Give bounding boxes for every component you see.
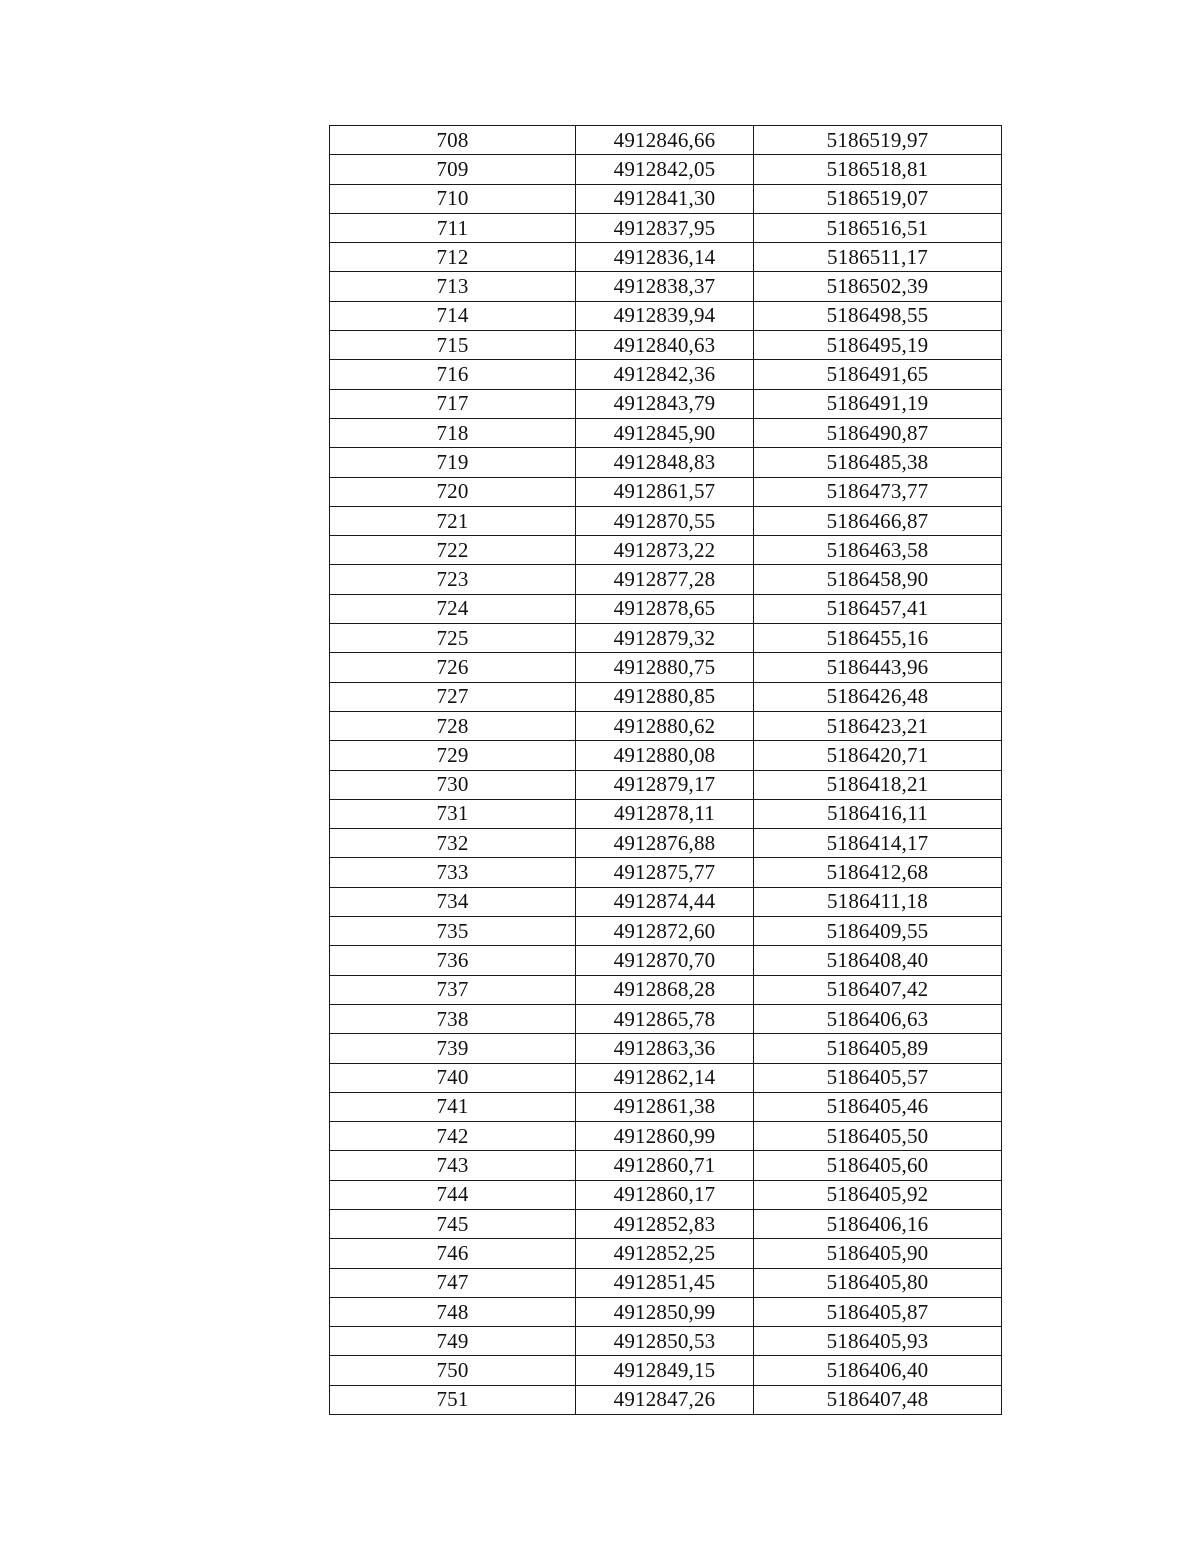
y-coordinate-cell: 5186405,93: [754, 1327, 1002, 1356]
x-coordinate-cell: 4912863,36: [576, 1034, 754, 1063]
x-coordinate-cell: 4912842,05: [576, 155, 754, 184]
point-number-cell: 725: [330, 624, 576, 653]
point-number-cell: 719: [330, 448, 576, 477]
y-coordinate-cell: 5186511,17: [754, 243, 1002, 272]
point-number-cell: 744: [330, 1180, 576, 1209]
y-coordinate-cell: 5186416,11: [754, 799, 1002, 828]
x-coordinate-cell: 4912841,30: [576, 184, 754, 213]
point-number-cell: 746: [330, 1239, 576, 1268]
y-coordinate-cell: 5186409,55: [754, 917, 1002, 946]
point-number-cell: 730: [330, 770, 576, 799]
y-coordinate-cell: 5186418,21: [754, 770, 1002, 799]
x-coordinate-cell: 4912840,63: [576, 331, 754, 360]
table-row: [330, 975, 1002, 1004]
point-number-cell: 712: [330, 243, 576, 272]
point-number-cell: 722: [330, 536, 576, 565]
y-coordinate-cell: 5186502,39: [754, 272, 1002, 301]
table-row: [330, 1180, 1002, 1209]
coordinates-table: [329, 125, 1002, 1415]
point-number-cell: 724: [330, 594, 576, 623]
table-row: [330, 1063, 1002, 1092]
point-number-cell: 748: [330, 1297, 576, 1326]
table-row: [330, 448, 1002, 477]
y-coordinate-cell: 5186405,90: [754, 1239, 1002, 1268]
point-number-cell: 750: [330, 1356, 576, 1385]
x-coordinate-cell: 4912851,45: [576, 1268, 754, 1297]
table-row: [330, 477, 1002, 506]
x-coordinate-cell: 4912865,78: [576, 1004, 754, 1033]
x-coordinate-cell: 4912874,44: [576, 887, 754, 916]
table-row: [330, 799, 1002, 828]
table-row: [330, 331, 1002, 360]
x-coordinate-cell: 4912845,90: [576, 418, 754, 447]
y-coordinate-cell: 5186518,81: [754, 155, 1002, 184]
point-number-cell: 739: [330, 1034, 576, 1063]
table-row: [330, 1239, 1002, 1268]
point-number-cell: 715: [330, 331, 576, 360]
table-row: [330, 1356, 1002, 1385]
point-number-cell: 713: [330, 272, 576, 301]
y-coordinate-cell: 5186406,16: [754, 1209, 1002, 1238]
point-number-cell: 736: [330, 946, 576, 975]
table-row: [330, 1151, 1002, 1180]
x-coordinate-cell: 4912878,65: [576, 594, 754, 623]
x-coordinate-cell: 4912870,70: [576, 946, 754, 975]
point-number-cell: 716: [330, 360, 576, 389]
y-coordinate-cell: 5186516,51: [754, 213, 1002, 242]
y-coordinate-cell: 5186405,87: [754, 1297, 1002, 1326]
y-coordinate-cell: 5186405,57: [754, 1063, 1002, 1092]
x-coordinate-cell: 4912879,17: [576, 770, 754, 799]
point-number-cell: 734: [330, 887, 576, 916]
x-coordinate-cell: 4912837,95: [576, 213, 754, 242]
x-coordinate-cell: 4912876,88: [576, 829, 754, 858]
table-row: [330, 506, 1002, 535]
x-coordinate-cell: 4912880,85: [576, 682, 754, 711]
x-coordinate-cell: 4912836,14: [576, 243, 754, 272]
table-row: [330, 1385, 1002, 1414]
y-coordinate-cell: 5186406,40: [754, 1356, 1002, 1385]
point-number-cell: 740: [330, 1063, 576, 1092]
point-number-cell: 732: [330, 829, 576, 858]
table-row: [330, 829, 1002, 858]
x-coordinate-cell: 4912846,66: [576, 126, 754, 155]
y-coordinate-cell: 5186458,90: [754, 565, 1002, 594]
point-number-cell: 741: [330, 1092, 576, 1121]
x-coordinate-cell: 4912852,83: [576, 1209, 754, 1238]
point-number-cell: 723: [330, 565, 576, 594]
point-number-cell: 717: [330, 389, 576, 418]
table-row: [330, 594, 1002, 623]
y-coordinate-cell: 5186405,80: [754, 1268, 1002, 1297]
point-number-cell: 737: [330, 975, 576, 1004]
y-coordinate-cell: 5186405,46: [754, 1092, 1002, 1121]
y-coordinate-cell: 5186407,42: [754, 975, 1002, 1004]
point-number-cell: 729: [330, 741, 576, 770]
x-coordinate-cell: 4912861,38: [576, 1092, 754, 1121]
table-row: [330, 711, 1002, 740]
x-coordinate-cell: 4912860,71: [576, 1151, 754, 1180]
table-row: [330, 243, 1002, 272]
x-coordinate-cell: 4912852,25: [576, 1239, 754, 1268]
table-row: [330, 155, 1002, 184]
y-coordinate-cell: 5186414,17: [754, 829, 1002, 858]
y-coordinate-cell: 5186519,97: [754, 126, 1002, 155]
y-coordinate-cell: 5186485,38: [754, 448, 1002, 477]
x-coordinate-cell: 4912861,57: [576, 477, 754, 506]
point-number-cell: 751: [330, 1385, 576, 1414]
point-number-cell: 708: [330, 126, 576, 155]
table-row: [330, 1034, 1002, 1063]
y-coordinate-cell: 5186423,21: [754, 711, 1002, 740]
x-coordinate-cell: 4912862,14: [576, 1063, 754, 1092]
x-coordinate-cell: 4912868,28: [576, 975, 754, 1004]
point-number-cell: 747: [330, 1268, 576, 1297]
table-row: [330, 1268, 1002, 1297]
table-row: [330, 565, 1002, 594]
table-row: [330, 1004, 1002, 1033]
x-coordinate-cell: 4912873,22: [576, 536, 754, 565]
table-row: [330, 1327, 1002, 1356]
x-coordinate-cell: 4912880,62: [576, 711, 754, 740]
table-row: [330, 682, 1002, 711]
y-coordinate-cell: 5186405,89: [754, 1034, 1002, 1063]
x-coordinate-cell: 4912878,11: [576, 799, 754, 828]
point-number-cell: 738: [330, 1004, 576, 1033]
table-row: [330, 917, 1002, 946]
y-coordinate-cell: 5186463,58: [754, 536, 1002, 565]
table-row: [330, 1092, 1002, 1121]
x-coordinate-cell: 4912880,08: [576, 741, 754, 770]
table-row: [330, 858, 1002, 887]
table-row: [330, 213, 1002, 242]
y-coordinate-cell: 5186405,50: [754, 1122, 1002, 1151]
point-number-cell: 749: [330, 1327, 576, 1356]
y-coordinate-cell: 5186426,48: [754, 682, 1002, 711]
x-coordinate-cell: 4912875,77: [576, 858, 754, 887]
x-coordinate-cell: 4912880,75: [576, 653, 754, 682]
point-number-cell: 728: [330, 711, 576, 740]
y-coordinate-cell: 5186412,68: [754, 858, 1002, 887]
table-row: [330, 1209, 1002, 1238]
y-coordinate-cell: 5186490,87: [754, 418, 1002, 447]
table-row: [330, 126, 1002, 155]
table-row: [330, 1122, 1002, 1151]
y-coordinate-cell: 5186498,55: [754, 301, 1002, 330]
table-row: [330, 389, 1002, 418]
y-coordinate-cell: 5186495,19: [754, 331, 1002, 360]
point-number-cell: 720: [330, 477, 576, 506]
y-coordinate-cell: 5186420,71: [754, 741, 1002, 770]
x-coordinate-cell: 4912843,79: [576, 389, 754, 418]
table-row: [330, 184, 1002, 213]
y-coordinate-cell: 5186406,63: [754, 1004, 1002, 1033]
y-coordinate-cell: 5186411,18: [754, 887, 1002, 916]
x-coordinate-cell: 4912850,99: [576, 1297, 754, 1326]
y-coordinate-cell: 5186473,77: [754, 477, 1002, 506]
x-coordinate-cell: 4912850,53: [576, 1327, 754, 1356]
table-row: [330, 624, 1002, 653]
point-number-cell: 735: [330, 917, 576, 946]
x-coordinate-cell: 4912839,94: [576, 301, 754, 330]
y-coordinate-cell: 5186407,48: [754, 1385, 1002, 1414]
table-row: [330, 1297, 1002, 1326]
point-number-cell: 743: [330, 1151, 576, 1180]
y-coordinate-cell: 5186443,96: [754, 653, 1002, 682]
point-number-cell: 709: [330, 155, 576, 184]
point-number-cell: 721: [330, 506, 576, 535]
x-coordinate-cell: 4912872,60: [576, 917, 754, 946]
point-number-cell: 718: [330, 418, 576, 447]
x-coordinate-cell: 4912860,99: [576, 1122, 754, 1151]
y-coordinate-cell: 5186405,92: [754, 1180, 1002, 1209]
x-coordinate-cell: 4912838,37: [576, 272, 754, 301]
point-number-cell: 742: [330, 1122, 576, 1151]
table-row: [330, 418, 1002, 447]
coordinates-table-body: [330, 126, 1002, 1415]
x-coordinate-cell: 4912842,36: [576, 360, 754, 389]
point-number-cell: 727: [330, 682, 576, 711]
x-coordinate-cell: 4912879,32: [576, 624, 754, 653]
point-number-cell: 710: [330, 184, 576, 213]
point-number-cell: 733: [330, 858, 576, 887]
y-coordinate-cell: 5186519,07: [754, 184, 1002, 213]
y-coordinate-cell: 5186457,41: [754, 594, 1002, 623]
x-coordinate-cell: 4912849,15: [576, 1356, 754, 1385]
y-coordinate-cell: 5186491,65: [754, 360, 1002, 389]
point-number-cell: 731: [330, 799, 576, 828]
table-row: [330, 946, 1002, 975]
x-coordinate-cell: 4912870,55: [576, 506, 754, 535]
point-number-cell: 711: [330, 213, 576, 242]
x-coordinate-cell: 4912847,26: [576, 1385, 754, 1414]
table-row: [330, 301, 1002, 330]
table-row: [330, 536, 1002, 565]
y-coordinate-cell: 5186405,60: [754, 1151, 1002, 1180]
table-row: [330, 272, 1002, 301]
x-coordinate-cell: 4912860,17: [576, 1180, 754, 1209]
point-number-cell: 726: [330, 653, 576, 682]
table-row: [330, 360, 1002, 389]
y-coordinate-cell: 5186455,16: [754, 624, 1002, 653]
table-row: [330, 653, 1002, 682]
y-coordinate-cell: 5186408,40: [754, 946, 1002, 975]
point-number-cell: 714: [330, 301, 576, 330]
table-row: [330, 741, 1002, 770]
table-row: [330, 887, 1002, 916]
x-coordinate-cell: 4912848,83: [576, 448, 754, 477]
table-row: [330, 770, 1002, 799]
y-coordinate-cell: 5186491,19: [754, 389, 1002, 418]
x-coordinate-cell: 4912877,28: [576, 565, 754, 594]
point-number-cell: 745: [330, 1209, 576, 1238]
y-coordinate-cell: 5186466,87: [754, 506, 1002, 535]
